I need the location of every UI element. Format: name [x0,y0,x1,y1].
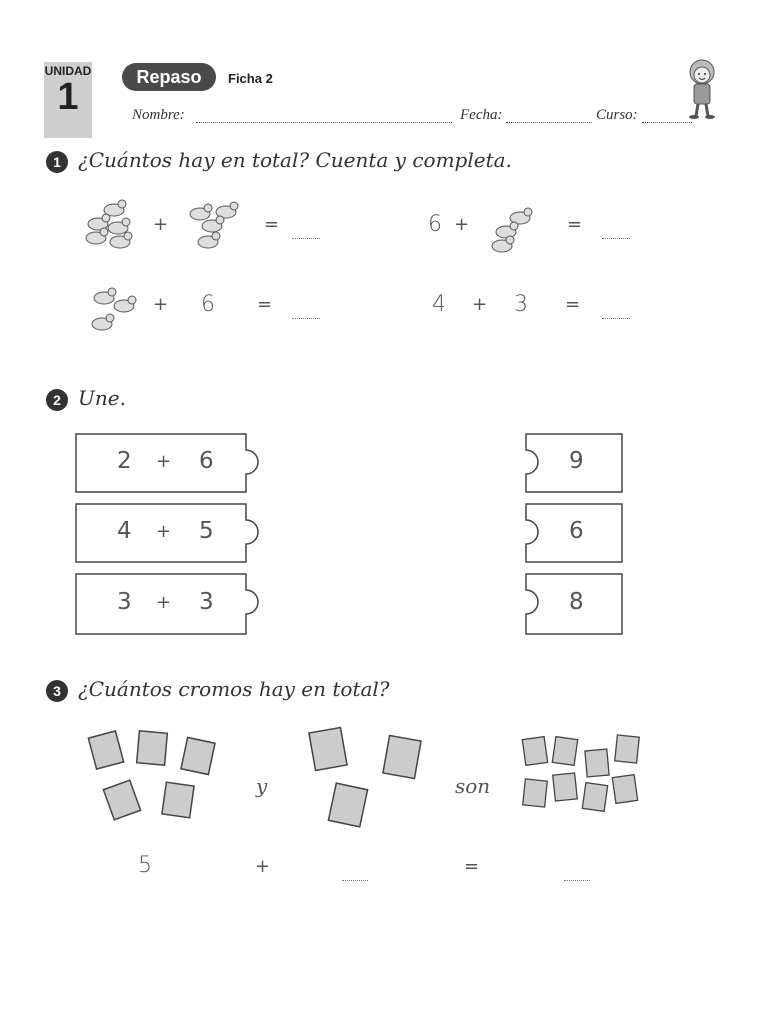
piece-3-b: 3 [199,589,214,615]
fecha-field[interactable] [506,106,592,123]
answer-blank[interactable] [602,236,630,239]
equals-sign: = [257,294,273,315]
equals-sign: = [264,214,280,235]
repaso-badge: Repaso [122,63,216,91]
cards-group-8-icon [518,732,648,818]
answer-blank[interactable] [292,236,320,239]
number-3: 3 [514,292,528,317]
piece-right-2-value: 6 [569,518,584,544]
section-2-number: 2 [46,389,68,411]
nombre-label: Nombre: [132,107,185,123]
ducks-group-3-icon [86,284,142,336]
plus-sign: + [153,214,169,235]
section-3-number: 3 [46,680,68,702]
piece-1-b: 6 [199,448,214,474]
fecha-label: Fecha: [460,107,503,123]
number-5: 5 [138,853,152,878]
piece-right-1-value: 9 [569,448,584,474]
piece-2-b: 5 [199,518,214,544]
answer-blank[interactable] [564,878,590,881]
plus-sign: + [454,214,470,235]
cards-group-3-icon [302,724,432,834]
unit-label: UNIDAD [44,64,92,78]
plus-sign: + [472,294,488,315]
equals-sign: = [567,214,583,235]
section-3-title: ¿Cuántos cromos hay en total? [78,677,390,701]
piece-1-op: + [156,451,172,472]
word-son: son [455,774,491,798]
nombre-field[interactable] [196,106,452,123]
ficha-label: Ficha 2 [228,71,273,86]
girl-mascot-icon [680,56,726,120]
piece-3-a: 3 [117,589,132,615]
equals-sign: = [464,856,480,877]
unit-number: 1 [57,76,79,118]
number-6: 6 [201,292,215,317]
answer-blank[interactable] [602,316,630,319]
ducks-group-5-icon [84,196,140,252]
answer-blank[interactable] [342,878,368,881]
section-2-title: Une. [78,386,126,410]
piece-2-a: 4 [117,518,132,544]
cards-group-5-icon [86,728,226,828]
number-6: 6 [428,212,442,237]
piece-1-a: 2 [117,448,132,474]
ducks-group-4-icon [184,196,244,252]
curso-label: Curso: [596,107,638,123]
plus-sign: + [153,294,169,315]
left-puzzle-pieces [74,432,274,638]
ducks-group-3-icon [488,204,544,254]
equals-sign: = [565,294,581,315]
number-4: 4 [432,292,446,317]
plus-sign: + [255,856,271,877]
piece-2-op: + [156,521,172,542]
piece-3-op: + [156,592,172,613]
section-1-number: 1 [46,151,68,173]
answer-blank[interactable] [292,316,320,319]
piece-right-3-value: 8 [569,589,584,615]
word-y: y [256,774,268,798]
section-1-title: ¿Cuántos hay en total? Cuenta y completa. [78,148,512,172]
